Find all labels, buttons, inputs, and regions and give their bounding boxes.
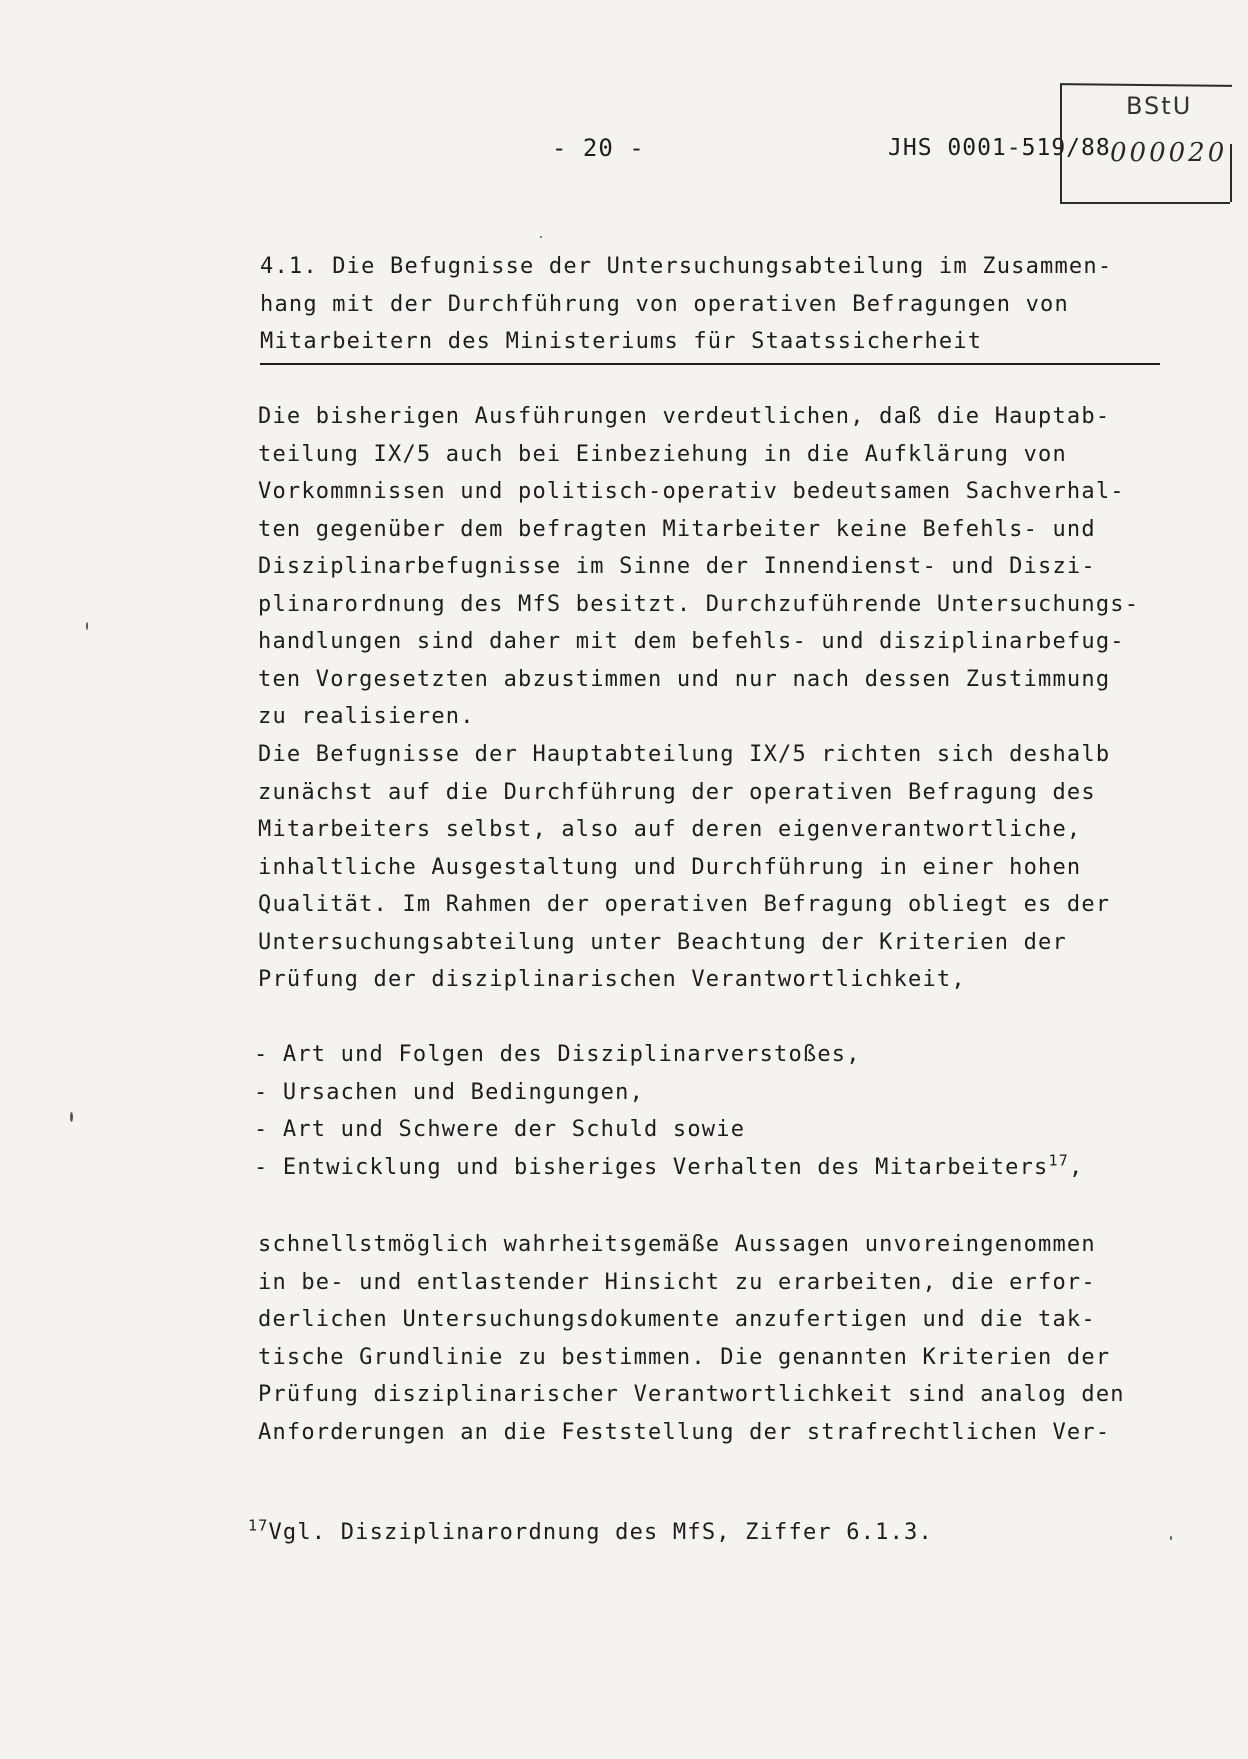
paragraph-2 [258, 736, 1110, 999]
text-line: tische Grundlinie zu bestimmen. Die genannten Kriterien der [258, 1344, 1111, 1370]
text-line: handlungen sind daher mit dem befehls- und disziplinarbefug- [258, 629, 1125, 654]
text-line: Die Befugnisse der Hauptabteilung IX/5 richten sich deshalb [258, 742, 1111, 767]
text-line: in be- und entlastender Hinsicht zu erarbeiten, die erfor- [258, 1269, 1096, 1295]
stamp-border-right [1230, 144, 1232, 202]
text-line: Prüfung disziplinarischer Verantwortlichkeit sind analog den [258, 1382, 1125, 1407]
document-reference: JHS 0001-519/88 [888, 135, 1111, 161]
text-line: Mitarbeiters selbst, also auf deren eigenverantwortliche, [258, 817, 1082, 842]
paragraph-1 [258, 398, 1139, 736]
text-line: ten Vorgesetzten abzustimmen und nur nach dessen Zustimmung [258, 666, 1111, 692]
stamp-border-left [1060, 84, 1062, 204]
text-line: Anforderungen an die Feststellung der strafrechtlichen Ver- [258, 1419, 1111, 1445]
text-line: teilung IX/5 auch bei Einbeziehung in die Aufklärung von [258, 441, 1067, 467]
text-line: Prüfung der disziplinarischen Verantwortlichkeit, [258, 967, 966, 992]
text-line: schnellstmöglich wahrheitsgemäße Aussagen unvoreingenommen [258, 1232, 1096, 1257]
scan-speck [70, 1112, 73, 1122]
text-line: ten gegenüber dem befragten Mitarbeiter keine Befehls- und [258, 516, 1096, 542]
heading-line: hang mit der Durchführung von operativen Befragungen von [260, 291, 1069, 317]
text-line: Untersuchungsabteilung unter Beachtung der Kriterien der [258, 929, 1067, 955]
footnote-text: Vgl. Disziplinarordnung des MfS, Ziffer 6.1.3. [268, 1520, 933, 1545]
stamp-number: 000020 [1110, 138, 1228, 168]
list-item: - Ursachen und Bedingungen, [254, 1079, 645, 1105]
stamp-organization: BStU [1126, 92, 1193, 120]
scan-speck [1170, 1536, 1172, 1540]
heading-line-underlined: Mitarbeitern des Ministeriums für Staatssicherheit [260, 323, 1160, 365]
page-number: - 20 - [552, 134, 645, 162]
text-line: Vorkommnissen und politisch-operativ bedeutsamen Sachverhal- [258, 479, 1125, 504]
text-line: Disziplinarbefugnisse im Sinne der Innendienst- und Diszi- [258, 554, 1096, 579]
section-heading [260, 248, 1160, 365]
text-line: inhaltliche Ausgestaltung und Durchführung in einer hohen [258, 854, 1082, 880]
footnote-reference: 17 [1048, 1151, 1069, 1170]
footnote [248, 1514, 933, 1552]
stamp-border-bottom [1060, 202, 1230, 204]
paragraph-3 [258, 1226, 1125, 1451]
text-line: derlichen Untersuchungsdokumente anzufertigen und die tak- [258, 1307, 1096, 1332]
list-item-trailing: , [1068, 1154, 1084, 1180]
heading-line: 4.1. Die Befugnisse der Untersuchungsabteilung im Zusammen- [260, 254, 1113, 279]
criteria-list [254, 1036, 1083, 1186]
text-line: zunächst auf die Durchführung der operativen Befragung des [258, 779, 1096, 805]
footnote-mark: 17 [248, 1516, 269, 1535]
list-item: - Art und Folgen des Disziplinarverstoßes, [254, 1042, 861, 1067]
list-item-text: - Entwicklung und bisheriges Verhalten des Mitarbeiters [254, 1154, 1049, 1180]
list-item [254, 1149, 1083, 1187]
scan-speck [540, 236, 542, 238]
stamp-border-top [1060, 83, 1232, 87]
scan-speck [86, 622, 88, 630]
text-line: Die bisherigen Ausführungen verdeutlichen, daß die Hauptab- [258, 404, 1111, 429]
text-line: Qualität. Im Rahmen der operativen Befragung obliegt es der [258, 892, 1111, 917]
text-line: plinarordnung des MfS besitzt. Durchzuführende Untersuchungs- [258, 591, 1140, 617]
text-line: zu realisieren. [258, 704, 475, 729]
list-item: - Art und Schwere der Schuld sowie [254, 1117, 746, 1142]
